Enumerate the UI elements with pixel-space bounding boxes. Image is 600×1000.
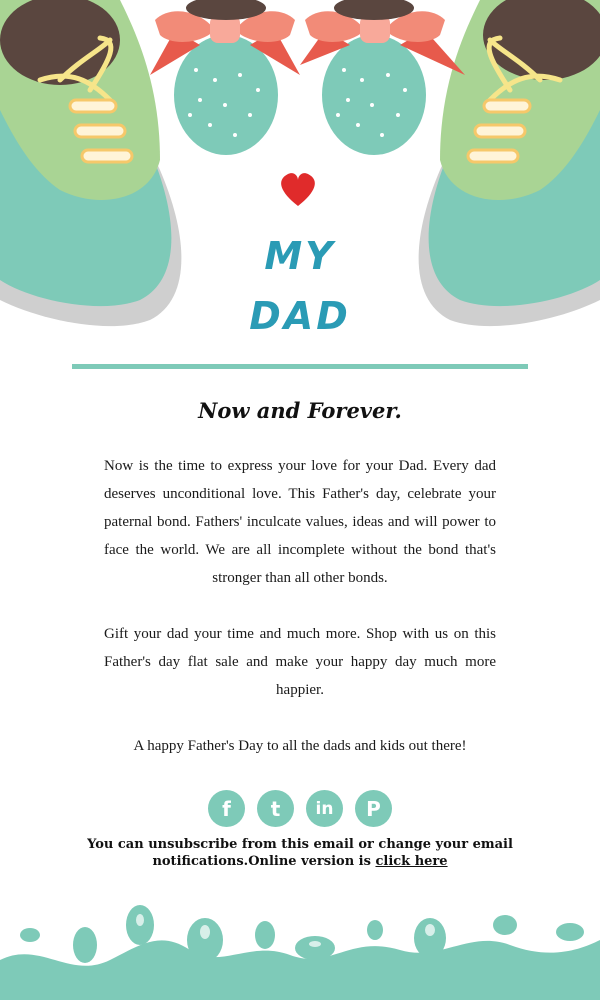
greeting-paragraph: A happy Father's Day to all the dads and kids out there! (133, 738, 467, 754)
online-version-line (0, 853, 600, 870)
hero-title-dad: DAD (249, 294, 351, 338)
intro-paragraph: Now is the time to express your love for your Dad. Every dad deserves unconditional love. This Father's day, celebrate your paternal bond. Fathers' inculcate values, ideas and will power to face the world. We are all incomplete without the bond that's stronger than all other bonds. (104, 458, 496, 586)
heart-icon (281, 173, 315, 206)
right-kid-shoe (300, 0, 465, 155)
facebook-icon[interactable]: f (208, 790, 245, 827)
pinterest-icon[interactable]: P (355, 790, 392, 827)
gift-paragraph: Gift your dad your time and much more. Shop with us on this Father's day flat sale and make your happy day much more happier. (104, 626, 496, 698)
hero-title-my: MY (264, 234, 336, 278)
linkedin-icon[interactable]: in (306, 790, 343, 827)
section-divider (72, 364, 528, 369)
water-splash-decoration (0, 900, 600, 1000)
left-kid-shoe (150, 0, 300, 155)
headline: Now and Forever. (198, 398, 402, 423)
online-version-text: notifications.Online version is (152, 854, 376, 869)
social-links (0, 790, 600, 827)
footer-notice (0, 836, 600, 870)
hero-illustration (0, 0, 600, 360)
click-here-link[interactable]: click here (375, 854, 448, 869)
twitter-icon[interactable]: t (257, 790, 294, 827)
unsubscribe-text: You can unsubscribe from this email or change your email (87, 837, 513, 852)
